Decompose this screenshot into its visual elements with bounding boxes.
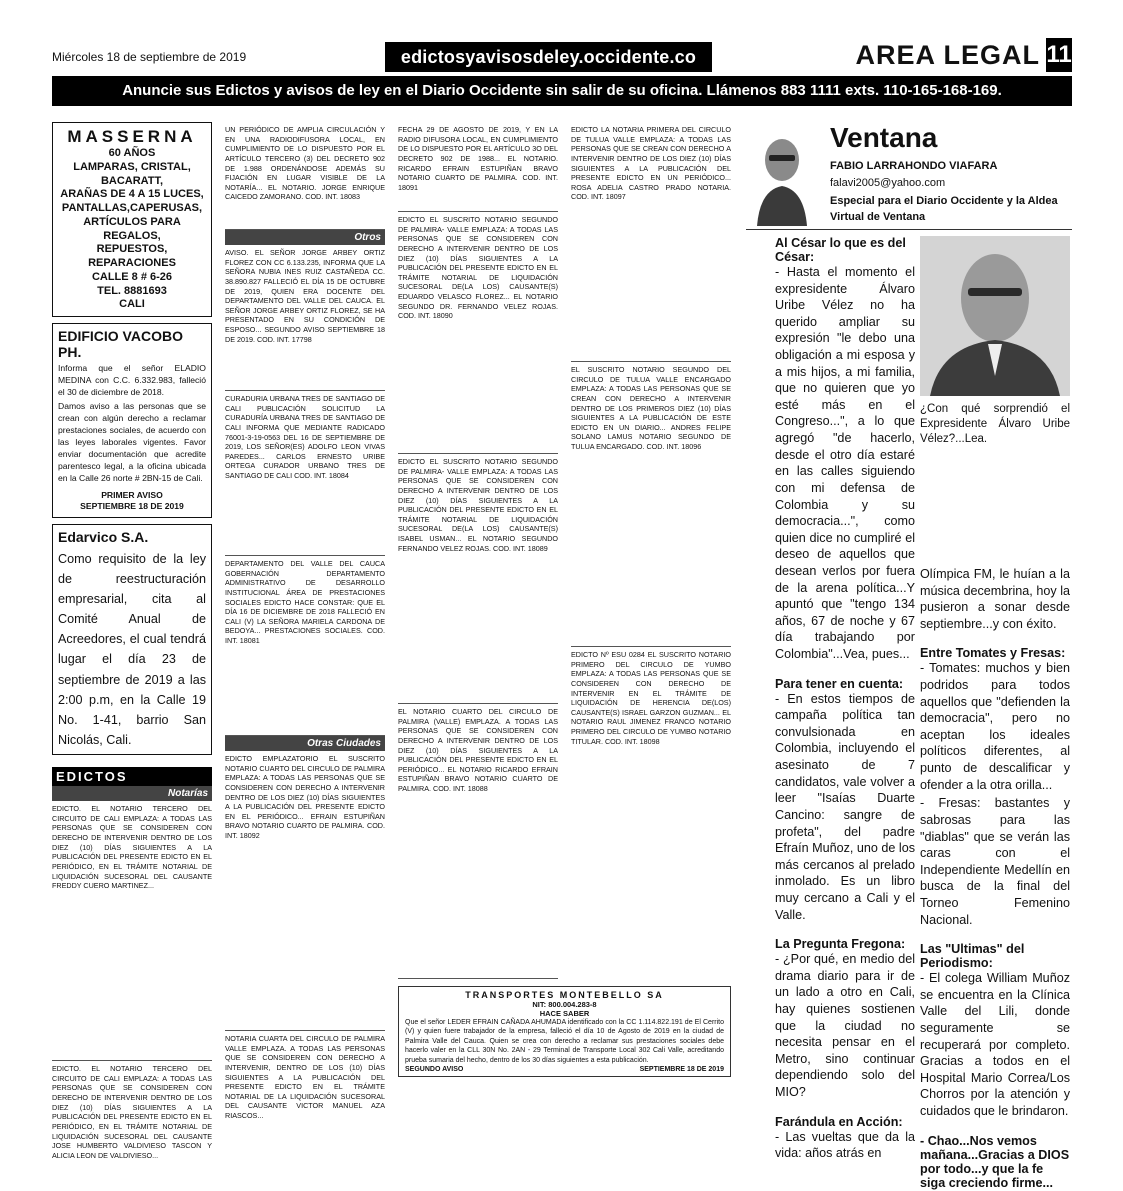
classifieds-column: [52, 122, 212, 1191]
vacobo-notice: [52, 323, 212, 518]
legal-notice: EDICTO EL SUSCRITO NOTARIO SEGUNDO DE PALMIRA- VALLE EMPLAZA: A TODAS LAS PERSONAS QUE SE CONSIDEREN CON DERECHO A INTERVENIR DENTRO DE LOS DIEZ (10) DÍAS SIGUIENTES A LA PUBLICACIÓN DEL PRESENTE EDICTO EN EL TRÁMITE NOTARIAL DE LIQUIDACIÓN SUCESORAL DE(LA LOS) CAUSANTE(S) EDUARDO VELASCO FLOREZ... EL NOTARIO SEGUNDO DR. FERNANDO VELEZ ROJAS. COD. INT. 18090: [398, 212, 558, 454]
masserna-line: 60 AÑOS: [108, 147, 156, 159]
legal-notice: EDICTO EL SUSCRITO NOTARIO SEGUNDO DE PALMIRA- VALLE EMPLAZA: A TODAS LAS PERSONAS QUE SE CONSIDEREN CON DERECHO A INTERVENIR DENTRO DE LOS DIEZ (10) DÍAS SIGUIENTES A LA PUBLICACIÓN DEL PRESENTE EDICTO EN EL TRÁMITE NOTARIAL DE LIQUIDACIÓN SUCESORAL DE(LA LOS) CAUSANTE(S) ISABEL USMAN... EL NOTARIO SEGUNDO FERNANDO VELEZ ROJAS. COD. INT. 18089: [398, 454, 558, 704]
notices-column-2: [225, 122, 385, 1126]
ventana-column-2: [920, 566, 1070, 1190]
ventana-paragraph: - Las vueltas que da la vida: años atrás en: [775, 1129, 915, 1161]
ventana-subhead: Entre Tomates y Fresas:: [920, 646, 1066, 661]
vacobo-text: Informa que el señor ELADIO MEDINA con C.C. 6.332.983, falleció el 30 de diciembre de 2018.: [58, 363, 206, 398]
ventana-subhead: Farándula en Acción:: [775, 1114, 903, 1129]
ventana-header: [746, 122, 1072, 230]
ventana-tagline: Especial para el Diario Occidente y la Aldea Virtual de Ventana: [830, 195, 1058, 223]
ventana-subhead: Al César lo que es del César:: [775, 236, 906, 264]
transportes-footer: [405, 1066, 724, 1073]
masserna-line: REPUESTOS, REPARACIONES: [88, 243, 176, 269]
vacobo-title: EDIFICIO VACOBO PH.: [58, 328, 183, 360]
masserna-line: PANTALLAS,CAPERUSAS,: [61, 202, 203, 214]
legal-notice: AVISO. EL SEÑOR JORGE ARBEY ORTIZ FLOREZ CON CC 6.133.235, INFORMA QUE LA SEÑORA NUBIA INES RUIZ CASTAÑEDA CC. 38.890.827 FALLECIÓ EL DÍA 15 DE OCTUBRE DE 2019, QUIEN ERA DOCENTE DEL DEPARTAMENTO DEL VALLE DEL CAUCA. EL SEÑOR JORGE ARBEY ORTIZ FLOREZ, SE HA PRESENTADO EN SU CONDICIÓN DE ESPOSO... SEGUNDO AVISO SEPTIEMBRE 18 DE 2019. COD. INT. 17798: [225, 245, 385, 391]
columnist-email[interactable]: falavi2005@yahoo.com: [830, 177, 946, 189]
notices-column-3: [398, 122, 558, 979]
ventana-subhead: Para tener en cuenta:: [775, 676, 904, 691]
ventana-subhead: La Pregunta Fregona:: [775, 937, 906, 952]
page-header: [52, 38, 1072, 78]
vacobo-text: Damos aviso a las personas que se crean con algún derecho a reclamar prestaciones sociales, de acuerdo con las leyes laborales vigentes. Favor enviar documentación que acredite parentesco legal, a la oficina ubicada en la Calle 26 norte # 2BN-15 de Cali.: [58, 401, 206, 484]
ventana-paragraph: - Fresas: bastantes y sabrosas para las "diablas" que se verán las caras con el Independiente Medellín en busca de la final del Torneo Femenino Nacional.: [920, 796, 1070, 927]
legal-notice: EDICTO. EL NOTARIO TERCERO DEL CIRCUITO DE CALI EMPLAZA: A TODAS LAS PERSONAS QUE SE CONSIDEREN CON DERECHO DE INTERVENIR DENTRO DE LOS DIEZ (10) DÍAS SIGUIENTES A LA PUBLICACIÓN DEL PRESENTE EDICTO EN EL PERIÓDICO, EN EL TRÁMITE NOTARIAL DE LIQUIDACIÓN SUCESORAL DEL CAUSANTE JOSE HUMBERTO VALDIVIESO TASCON Y ALICIA LEON DE VALDIVIESO...: [52, 1064, 212, 1160]
ventana-paragraph: - El colega William Muñoz se encuentra en la Clínica Valle del Lili, donde seguramente se recuperará por completo. Gracias a todos en el Hospital Mario Correa/Los Chorros por la atención y cuidados que le brindaron.: [920, 971, 1070, 1119]
section-title: AREA LEGAL: [855, 39, 1040, 70]
masserna-line: CALI: [119, 298, 145, 311]
legal-notice: FECHA 29 DE AGOSTO DE 2019, Y EN LA RADIO DIFUSORA LOCAL, EN CUMPLIMIENTO DE LO DISPUESTO POR EL ARTÍCULO 3O DEL DECRETO 902 DE 1988... EL NOTARIO. RICARDO EFRAIN ESTUPIÑAN BRAVO NOTARIO CUARTO DE PALMIRA. COD. INT. 18091: [398, 122, 558, 212]
edarvico-title: Edarvico S.A.: [58, 528, 149, 545]
ventana-paragraph: - ¿Por qué, en medio del drama diario para ir de un lado a otro en Cali, hay quienes sostienen que la ciudad no necesita pensar en el Metro, sino continuar dependiendo solo del MIO?: [775, 952, 915, 1100]
ventana-subhead: - Chao...Nos vemos mañana...Gracias a DIOS por todo...y que la fe siga creciendo firme...: [920, 1133, 1070, 1190]
otros-subheading: Otros: [225, 230, 385, 245]
masserna-name: MASSERNA: [67, 127, 197, 146]
ventana-column-1: [775, 236, 915, 1162]
transportes-title: TRANSPORTES MONTEBELLO SA: [465, 990, 664, 1000]
ventana-paragraph: - Hasta el momento el expresidente Álvaro Uribe Vélez no ha querido ampliar su expresión "le debo una obligación a mi esposa y a mis hijos, a mi familia, que no quieren que yo esté más en el Congreso...", a lo que agregó "de hacerlo, desde el otro día estaré en las calles siguiendo con mi defensa de Colombia y su democracia...", como quien dice no cumpliré el deseo de aquellos que desean verlos por fuera de la arena política...Y apuntó que "tengo 134 años, 67 de noche y 67 día trabajando por Colombia"...Vea, pues...: [775, 265, 915, 662]
ventana-subhead: Las "Ultimas" del Periodismo:: [920, 942, 1025, 971]
notarias-subheading: Notarías: [52, 786, 212, 801]
legal-notice: CURADURIA URBANA TRES DE SANTIAGO DE CALI PUBLICACIÓN SOLICITUD LA CURADURÍA URBANA TRES DE SANTIAGO DE CALI INFORMA QUE MEDIANTE RADICADO 76001-3-19-0563 DEL 16 DE SEPTIEMBRE DE 2019, LOS SEÑOR(ES) ADOLFO LEON VIVAS PAREDES... CARLOS ERNESTO URIBE ORTEGA CURADOR URBANO TRES DE SANTIAGO DE CALI COD. INT. 18084: [225, 391, 385, 556]
vacobo-footer-date: SEPTIEMBRE 18 DE 2019: [80, 501, 184, 512]
site-url[interactable]: edictosyavisosdeley.occidente.co: [385, 42, 712, 72]
section-brand: [856, 38, 1073, 72]
transportes-notice: [398, 986, 731, 1077]
legal-notice: EDICTO LA NOTARIA PRIMERA DEL CIRCULO DE TULUA VALLE EMPLAZA: A TODAS LAS PERSONAS QUE SE CREAN CON DERECHO A INTERVENIR DENTRO DE LOS DIEZ (10) DÍAS SIGUIENTES A LA PUBLICACIÓN DEL PRESENTE EDICTO EN UN PERIÓDICO... ROSA ADELIA CASTRO PRADO NOTARIA. COD. INT. 18097: [571, 122, 731, 362]
ventana-title: Ventana: [830, 122, 938, 153]
legal-notice: EL SUSCRITO NOTARIO SEGUNDO DEL CIRCULO DE TULUA VALLE ENCARGADO EMPLAZA: A TODAS LAS PERSONAS QUE SE CREAN CON DERECHO A INTERVENIR DENTRO DE LOS PRIMEROS DIEZ (10) DÍAS SIGUIENTES A LA PUBLICACIÓN DE ESTE EDICTO EN UN DIARIO... ANDRES FELIPE SOLANO LAMUS NOTARIO SEGUNDO DE TULUA ENCARGADO. COD. INT. 18096: [571, 362, 731, 647]
page-number: 11: [1046, 38, 1072, 72]
legal-notice: DEPARTAMENTO DEL VALLE DEL CAUCA GOBERNACIÓN DEPARTAMENTO ADMINISTRATIVO DE DESARROLLO INSTITUCIONAL ÁREA DE PRESTACIONES SOCIALES EDICTO HACE CONSTAR: QUE EL DÍA 16 DE DICIEMBRE DE 2018 FALLECIÓ EN CALI (V) LA SEÑORA MARIELA CARDONA DE BEDOYA... PRESTACIONES SOCIALES. COD. INT. 18081: [225, 556, 385, 736]
photo-caption: ¿Con qué sorprendió el Expresidente Álvaro Uribe Vélez?...Lea.: [920, 403, 1070, 446]
masserna-line: CALLE 8 # 6-26: [91, 270, 173, 283]
masserna-line: ARAÑAS DE 4 A 15 LUCES,: [60, 188, 204, 201]
legal-notice: EDICTO Nº ESU 0284 EL SUSCRITO NOTARIO PRIMERO DEL CIRCULO DE YUMBO EMPLAZA: A TODAS LAS PERSONAS QUE SE CONSIDEREN CON DERECHO DE INTERVENIR EN EL TRÁMITE DE LIQUIDACIÓN DE HERENCIA DE(LOS) CAUSANTE(S) ISRAEL GARZON GUZMAN... EL NOTARIO RAUL JIMENEZ FRANCO NOTARIO PRIMERO DEL CIRCULO DE YUMBO NOTARIO TITULAR. COD. INT. 18098: [571, 650, 731, 746]
ventana-paragraph: - En estos tiempos de campaña política tan convulsionada en Colombia, incluyendo el asesinato de 7 candidatos, vale volver a leer "Isaías Duarte Cancino: sangre de profeta", del padre Efraín Muñoz, uno de los más cercanos al prelado inmolado. Es un libro muy cercano a Cali y el Valle.: [775, 691, 916, 922]
advertise-banner: Anuncie sus Edictos y avisos de ley en el Diario Occidente sin salir de su oficina. Llámenos 883 1111 exts. 110-165-168-169.: [52, 76, 1072, 106]
ventana-paragraph: - Tomates: muchos y bien podridos para todos aquellos que "defienden la democracia", pero no aceptan los ideales políticos diferentes, al punto de descalificar y ofender a la otra orilla...: [920, 661, 1070, 792]
edarvico-notice: [52, 524, 212, 755]
masserna-line: ARTÍCULOS PARA REGALOS,: [83, 215, 181, 242]
notices-column-4: [571, 122, 731, 977]
masserna-line: LAMPARAS, CRISTAL, BACARATT,: [73, 160, 191, 187]
transportes-aviso: SEGUNDO AVISO: [405, 1066, 464, 1074]
uribe-photo: [920, 236, 1070, 396]
edictos-heading: EDICTOS: [52, 767, 212, 786]
legal-notice: EDICTO EMPLAZATORIO EL SUSCRITO NOTARIO CUARTO DEL CIRCULO DE PALMIRA EMPLAZA: A TODAS LAS PERSONAS QUE SE CONSIDEREN CON DERECHO A INTERVENIR DENTRO DE LOS DIEZ (10) DÍAS SIGUIENTES A LA PUBLICACIÓN DEL PRESENTE EDICTO EN EL PERIÓDICO... EFRAIN ESTUPIÑAN BRAVO NOTARIO CUARTO DE PALMIRA. COD. INT. 18092: [225, 751, 385, 1031]
edarvico-text: Como requisito de la ley de reestructuración empresarial, cita al Comité Anual de Acreedores, el cual tendrá lugar el día 23 de septiembre de 2019 a las 2:00 p.m, en la Calle 19 No. 1-41, barrio San Nicolás, Cali.: [58, 551, 206, 747]
transportes-text: Que el señor LEDER EFRAIN CAÑADA AHUMADA identificado con la CC 1.114.822.191 de El Cerrito (V) y quien fuere trabajador de la empresa, falleció el día 10 de Agosto de 2019 en la ciudad de Palmira Valle del Cauca. Quien se crea con derecho a reclamar sus prestaciones sociales debe hacerlo valer en la CLL 30N No. 2AN - 29 Terminal de Transporte Local 302 Cali Valle, acreditando prueba sumaria del hecho, dentro de los 30 días siguientes a esta publicación.: [405, 1019, 724, 1064]
transportes-hace-saber: HACE SABER: [539, 1009, 590, 1018]
transportes-nit: NIT: 800.004.283-8: [532, 1000, 597, 1009]
publication-date: Miércoles 18 de septiembre de 2019: [52, 50, 247, 64]
otras-ciudades-subheading: Otras Ciudades: [225, 736, 385, 751]
legal-notice: UN PERIÓDICO DE AMPLIA CIRCULACIÓN Y EN UNA RADIODIFUSORA LOCAL, EN CUMPLIMIENTO DE LO DISPUESTO POR EL ARTÍCULO TERCERO (3) DEL DECRETO 902 DE 1.988 ORDENÁNDOSE ADEMÁS SU FIJACIÓN EN LUGAR VISIBLE DE LA NOTARÍA... EL NOTARIO. JORGE ENRIQUE CAICEDO ZAMORANO. COD. INT. 18083: [225, 122, 385, 230]
masserna-line: TEL. 8881693: [97, 284, 167, 297]
legal-notice: EL NOTARIO CUARTO DEL CIRCULO DE PALMIRA (VALLE) EMPLAZA. A TODAS LAS PERSONAS QUE SE CONSIDEREN CON DERECHO A INTERVENIR DENTRO DE LOS DIEZ (10) DÍAS SIGUIENTES A LA PUBLICACIÓN DEL PRESENTE EDICTO EN EL PERIÓDICO... EL NOTARIO RICARDO EFRAIN ESTUPIÑAN BRAVO NOTARIO CUARTO DE PALMIRA. COD. INT. 18088: [398, 704, 558, 979]
legal-notice: NOTARIA CUARTA DEL CIRCULO DE PALMIRA VALLE EMPLAZA. A TODAS LAS PERSONAS QUE SE CONSIDEREN CON DERECHO A INTERVENIR, DENTRO DE LOS (10) DÍAS SIGUIENTES A LA PUBLICACIÓN DEL PRESENTE EDICTO EN EL TRÁMITE NOTARIAL DE LA LIQUIDACIÓN SUCESORAL DEL CAUSANTE VICTOR MANUEL AZA RIASCOS...: [225, 1034, 385, 1121]
vacobo-footer: PRIMER AVISO: [101, 490, 163, 501]
legal-notice: EDICTO. EL NOTARIO TERCERO DEL CIRCUITO DE CALI EMPLAZA: A TODAS LAS PERSONAS QUE SE CONSIDEREN CON DERECHO DE INTERVENIR DENTRO DE LOS DIEZ (10) DÍAS SIGUIENTES A LA PUBLICACIÓN DEL PRESENTE EDICTO EN EL PERIÓDICO, EN EL TRÁMITE NOTARIAL DE LIQUIDACIÓN SUCESORAL DEL CAUSANTE FREDDY CUERO MARTINEZ...: [52, 801, 212, 1061]
masserna-ad: [52, 122, 212, 317]
columnist-portrait: [752, 128, 812, 226]
columnist-name: FABIO LARRAHONDO VIAFARA: [830, 160, 998, 172]
ventana-paragraph: Olímpica FM, le huían a la música decembrina, hoy la pusieron a sonar desde septiembre...y con éxito.: [920, 567, 1070, 631]
transportes-date: SEPTIEMBRE 18 DE 2019: [639, 1066, 724, 1074]
